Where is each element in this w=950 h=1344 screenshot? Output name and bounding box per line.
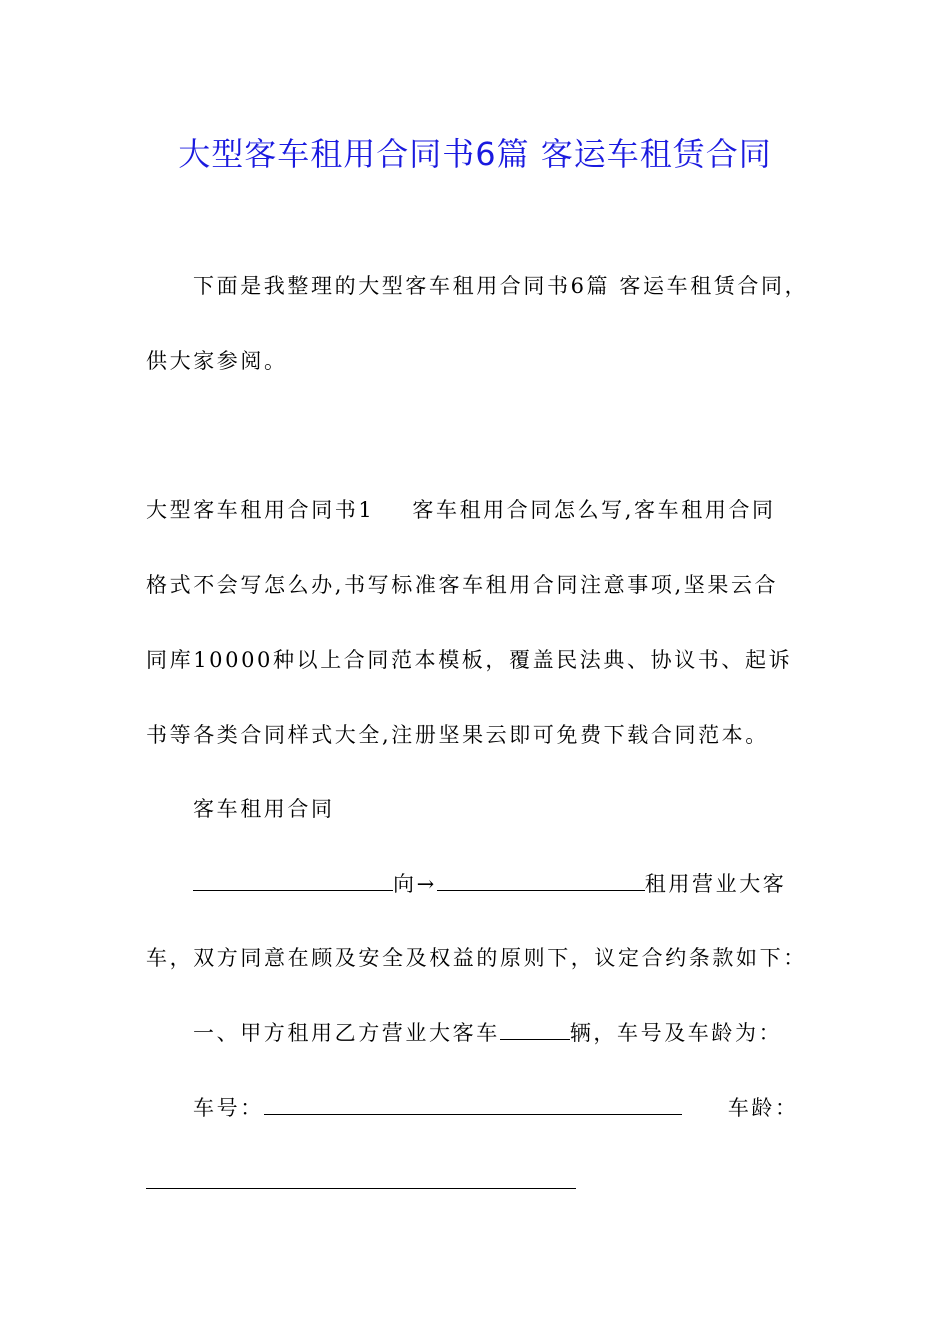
party-line-text: 租用营业大客 (644, 872, 787, 896)
plate-number-blank (264, 1092, 682, 1115)
intro-line-1: 下面是我整理的大型客车租用合同书6篇 客运车租赁合同， (193, 274, 809, 298)
plate-label: 车号： (193, 1096, 264, 1120)
contract-line-2: 车，双方同意在顾及安全及权益的原则下，议定合约条款如下： (146, 946, 807, 970)
section1-line-3: 同库10000种以上合同范本模板，覆盖民法典、协议书、起诉 (146, 648, 793, 672)
clause-1-text-end: 辆，车号及车龄为： (569, 1021, 783, 1045)
intro-line-2: 供大家参阅。 (146, 349, 288, 373)
plate-age-line (193, 1092, 806, 1124)
party-connector: 向→ (393, 872, 437, 896)
party-a-blank (193, 868, 393, 891)
clause-1 (193, 1017, 806, 1049)
section1-line-4: 书等各类合同样式大全,注册坚果云即可免费下载合同范本。 (146, 723, 769, 747)
section1-line-2: 格式不会写怎么办,书写标准客车租用合同注意事项,坚果云合 (146, 573, 779, 597)
contract-subtitle: 客车租用合同 (193, 797, 335, 821)
age-label: 车龄： (727, 1096, 799, 1120)
section1-line-1-text: 客车租用合同怎么写,客车租用合同 (412, 498, 776, 522)
party-b-blank (437, 868, 645, 891)
clause-1-text: 一、甲方租用乙方营业大客车 (193, 1021, 500, 1045)
vehicle-count-blank (500, 1017, 570, 1040)
document-title: 大型客车租用合同书6篇 客运车租赁合同 (178, 135, 772, 173)
section1-heading: 大型客车租用合同书1 (146, 498, 375, 522)
section1-line-1 (146, 494, 806, 526)
contract-party-line (193, 868, 806, 900)
vehicle-age-blank (146, 1188, 576, 1189)
